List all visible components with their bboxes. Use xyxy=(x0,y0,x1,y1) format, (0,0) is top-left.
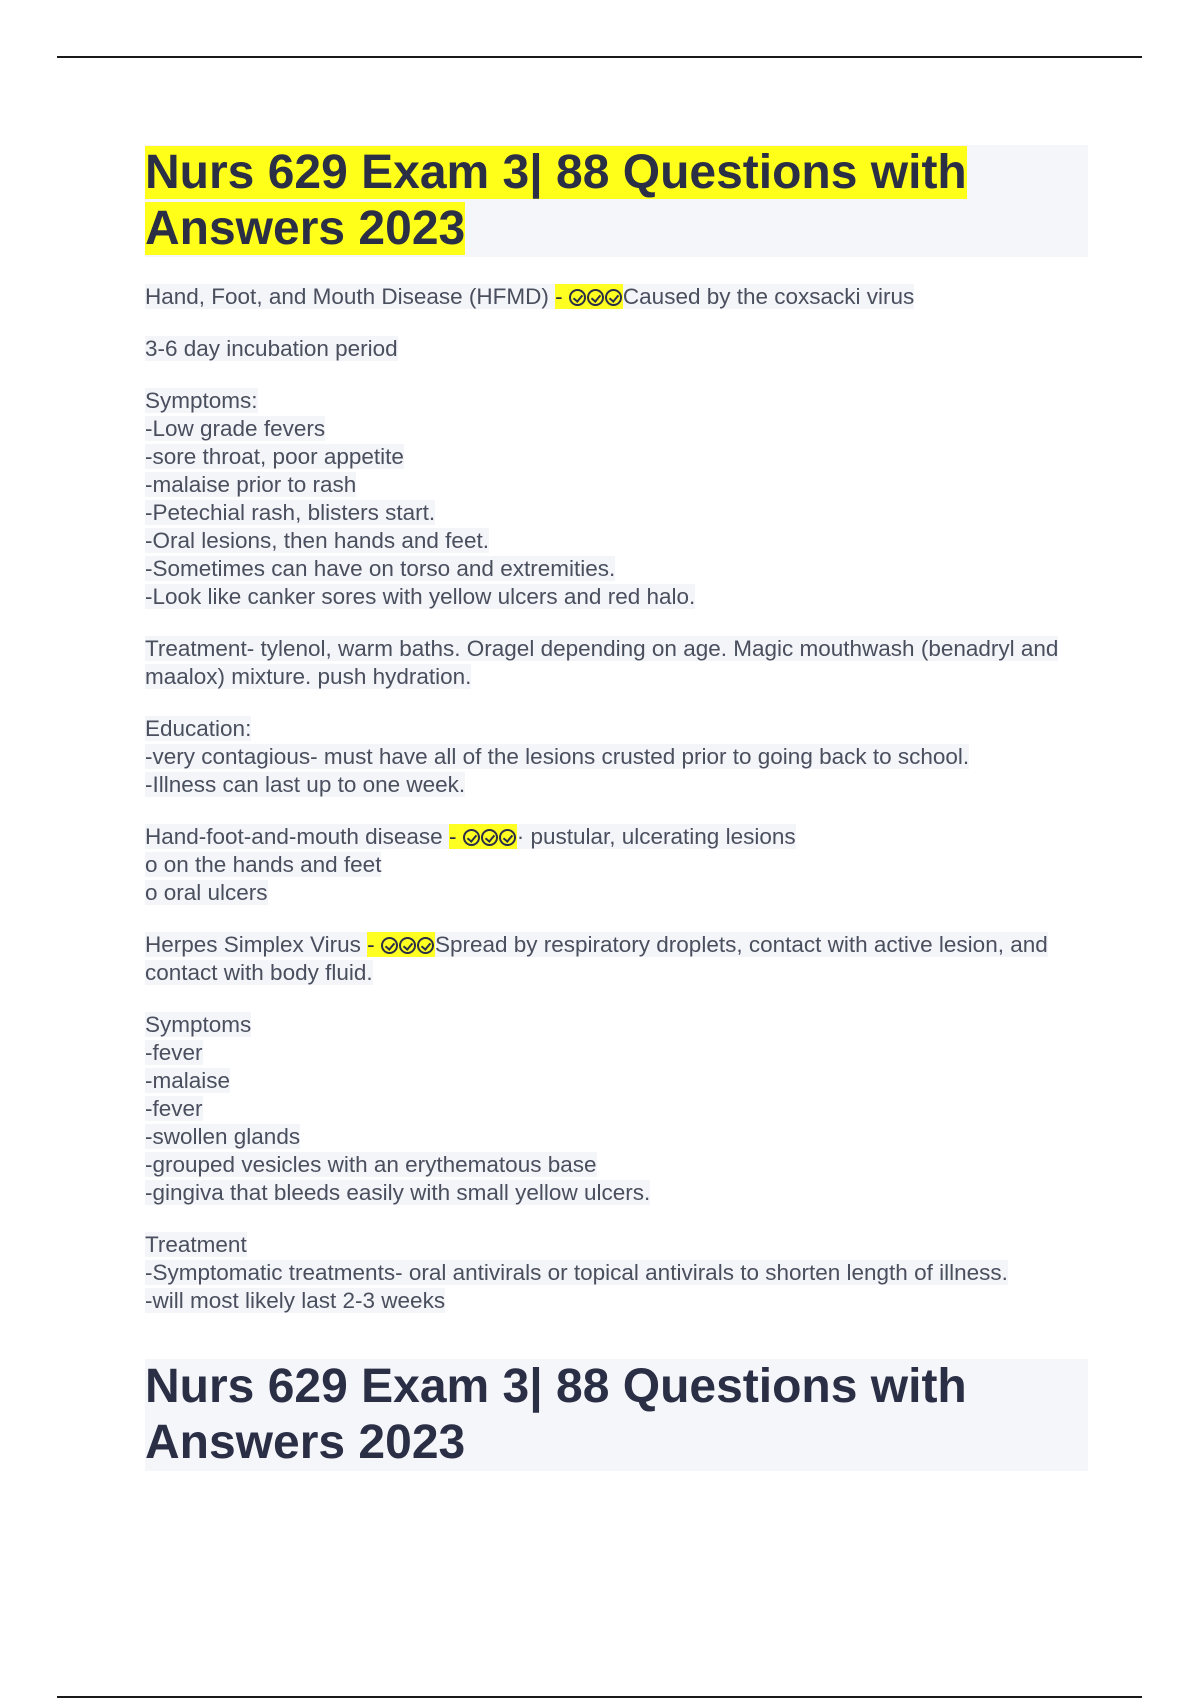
hsv-symptoms-list xyxy=(145,1011,1088,1207)
answer-marker: - xyxy=(449,824,517,849)
education-list xyxy=(145,715,1088,799)
title-line-2: Answers 2023 xyxy=(145,202,466,255)
incubation-paragraph xyxy=(145,335,1088,363)
treatment-paragraph xyxy=(145,635,1088,691)
check-circle-icon xyxy=(417,937,434,954)
check-circle-icon xyxy=(499,829,516,846)
list-item: -very contagious- must have all of the lesions crusted prior to going back to school. xyxy=(145,744,970,769)
document-title-footer xyxy=(145,1359,1088,1471)
check-circle-icon xyxy=(605,289,622,306)
list-item: o oral ulcers xyxy=(145,880,268,905)
page-title-repeat xyxy=(145,1359,1088,1471)
bottom-rule xyxy=(57,1696,1142,1698)
list-item: -Oral lesions, then hands and feet. xyxy=(145,528,489,553)
answer-text: Caused by the coxsacki virus xyxy=(622,284,915,309)
education-heading: Education: xyxy=(145,716,252,741)
symptoms-list xyxy=(145,387,1088,611)
incubation-text: 3-6 day incubation period xyxy=(145,336,398,361)
list-item: -Symptomatic treatments- oral antivirals or topical antivirals to shorten length of illness. xyxy=(145,1260,1008,1285)
list-item: o on the hands and feet xyxy=(145,852,382,877)
title-line-2: Answers 2023 xyxy=(145,1416,466,1469)
list-item: -will most likely last 2-3 weeks xyxy=(145,1288,446,1313)
symptoms-heading: Symptoms: xyxy=(145,388,258,413)
list-item: -Low grade fevers xyxy=(145,416,326,441)
check-circle-icon xyxy=(587,289,604,306)
top-rule xyxy=(57,56,1142,58)
symptoms-heading: Symptoms xyxy=(145,1012,252,1037)
list-item: -malaise prior to rash xyxy=(145,472,357,497)
list-item: -fever xyxy=(145,1040,203,1065)
question-term: Herpes Simplex Virus xyxy=(145,932,368,957)
list-item: -Petechial rash, blisters start. xyxy=(145,500,436,525)
check-circle-icon xyxy=(481,829,498,846)
check-circle-icon xyxy=(463,829,480,846)
page-title xyxy=(145,145,1088,257)
check-circle-icon xyxy=(569,289,586,306)
answer-marker: - xyxy=(367,932,435,957)
qa-hfmd xyxy=(145,283,1088,311)
list-item: -fever xyxy=(145,1096,203,1121)
answer-marker: - xyxy=(555,284,623,309)
qa-hand-foot-mouth xyxy=(145,823,1088,907)
check-circle-icon xyxy=(399,937,416,954)
list-item: -Sometimes can have on torso and extremities. xyxy=(145,556,616,581)
list-item: -Illness can last up to one week. xyxy=(145,772,466,797)
question-term: Hand, Foot, and Mouth Disease (HFMD) xyxy=(145,284,556,309)
list-item: -malaise xyxy=(145,1068,231,1093)
list-item: -sore throat, poor appetite xyxy=(145,444,404,469)
check-circle-icon xyxy=(381,937,398,954)
title-line-1: Nurs 629 Exam 3| 88 Questions with xyxy=(145,1360,967,1413)
document-content xyxy=(145,145,1088,1471)
title-line-1: Nurs 629 Exam 3| 88 Questions with xyxy=(145,146,967,199)
answer-text: · pustular, ulcerating lesions xyxy=(516,824,796,849)
list-item: -swollen glands xyxy=(145,1124,301,1149)
hsv-treatment-list xyxy=(145,1231,1088,1315)
list-item: -gingiva that bleeds easily with small yellow ulcers. xyxy=(145,1180,651,1205)
treatment-text: Treatment- tylenol, warm baths. Oragel depending on age. Magic mouthwash (benadryl and maalox) mixture. push hydration. xyxy=(145,636,1059,689)
list-item: -Look like canker sores with yellow ulcers and red halo. xyxy=(145,584,696,609)
question-term: Hand-foot-and-mouth disease xyxy=(145,824,449,849)
qa-herpes-simplex xyxy=(145,931,1088,987)
answer-text: Spread by respiratory droplets, contact with active lesion, and contact with body fluid. xyxy=(145,932,1048,985)
document-title xyxy=(145,145,1088,257)
treatment-heading: Treatment xyxy=(145,1232,247,1257)
list-item: -grouped vesicles with an erythematous base xyxy=(145,1152,597,1177)
